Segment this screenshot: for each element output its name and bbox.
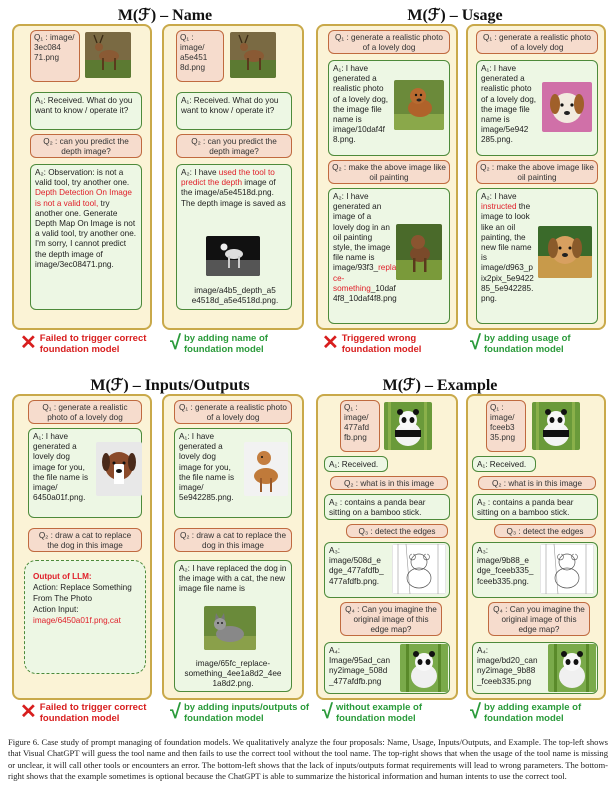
verdict-usage-left-text: Triggered wrong foundation model: [341, 333, 422, 355]
panda-image-ex-left: [384, 402, 432, 450]
ex-right-a2: A₂ : contains a panda bear sitting on a bamboo stick.: [472, 494, 598, 520]
ex-right-q1: Q₁ : image/ fceeb3 35.png: [486, 400, 526, 452]
figure-caption: Figure 6. Case study of prompt managing of foundation models. We qualitatively analyze the four proposals: Name, Usage, Inputs/Outputs, and Example. The top-left shows that Visual ChatGPT will guess the tool name and then fails to use the correct tool without the tool name. The top-right shows that when the usage of the tool name is missing or unclear, it will call other tools or encounters an error. The bottom-left shows that the lack of inputs/outputs format requirements will lead to wrong parameters. The bottom-right shows that the example sometimes is optional because the ChatGPT is able to summarize the historical information and human intents to use the correct tool.: [8, 737, 608, 781]
ex-right-q2: Q₂ : what is in this image: [478, 476, 596, 490]
title-name: M(ℱ) – Name: [117, 7, 213, 24]
deer-image-2: [230, 32, 276, 78]
usage-left-q2: Q₂ : make the above image like oil painting: [328, 160, 450, 184]
name-right-file: image/a4b5_depth_a5 e4518d_a5e4518d.png.: [191, 286, 279, 306]
ex-right-a3: A₃: image/9b88_e dge_fceeb335_ fceeb335.png.: [472, 542, 598, 598]
usage-right-a2-prefix: A₂: I have: [481, 192, 517, 201]
ex-left-a2: A₂ : contains a panda bear sitting on a bamboo stick.: [324, 494, 450, 520]
check-mark-icon-4: √: [322, 701, 333, 723]
verdict-io-right: [170, 703, 316, 724]
io-right-q2: Q₂ : draw a cat to replace the dog in this image: [174, 528, 292, 552]
name-left-a2-red: Depth Detection On Image is not a valid tool,: [35, 188, 132, 208]
ex-left-q1: Q₁ : image/ 477afd fb.png: [340, 400, 380, 452]
cross-mark-icon: ✕: [20, 332, 37, 354]
usage-left-a2-suffix: _10daf 4f8_10daf4f8.png: [333, 283, 397, 304]
name-left-a2: [30, 164, 142, 310]
ex-left-a3: A₃: image/508d_e dge_477afdfb_ 477afdfb.png.: [324, 542, 450, 598]
name-right-a1: A₁: Received. What do you want to know / operate it?: [176, 92, 292, 130]
name-left-a2-prefix: A₂: Observation: is not a valid tool, try another one.: [35, 168, 130, 188]
edge-map-ex-left: [392, 544, 446, 594]
name-right-q2: Q₂ : can you predict the depth image?: [176, 134, 292, 158]
io-left-out-value: image/6450a01f.png,cat: [33, 616, 121, 625]
usage-left-a2-prefix: A₂: I have generated an image of a lovely dog in an oil painting style, the image file name is image/93f3_: [333, 192, 391, 273]
title-usage: M(ℱ) – Usage: [407, 7, 503, 24]
io-left-q2: Q₂ : draw a cat to replace the dog in this image: [28, 528, 142, 552]
ex-left-q2: Q₂ : what is in this image: [330, 476, 448, 490]
ex-left-q3: Q₃ : detect the edges: [346, 524, 448, 538]
usage-right-a1: A₁: I have generated a realistic photo of a lovely dog, the image file name is image/5e942 285.png.: [476, 60, 598, 156]
ex-right-q4: Q₄ : Can you imagine the original image of this edge map?: [488, 602, 590, 636]
usage-right-a2-suffix: the image to look like an oil painting, the new file name is image/d963_p ix2pix_5e9422 85_5e942285. png.: [481, 202, 534, 304]
io-left-q1: Q₁ : generate a realistic photo of a lovely dog: [28, 400, 142, 424]
io-left-llm-output: [24, 560, 146, 674]
panda-image-ex-right-2: [548, 644, 596, 692]
name-right-a2-suffix: image of the image/a5e4518d.png. The depth image is saved as: [181, 178, 286, 208]
title-example: M(ℱ) – Example: [382, 377, 498, 394]
io-right-file: image/65fc_replace-something_4ee1a8d2_4ee 1a8d2.png.: [184, 659, 282, 689]
dog-image-usage-right: [542, 82, 592, 132]
name-left-a1: A₁: Received. What do you want to know / operate it?: [30, 92, 142, 130]
ex-right-q3: Q₃ : detect the edges: [494, 524, 596, 538]
dog-image-io-right: [244, 442, 288, 496]
verdict-name-left-text: Failed to trigger correct foundation model: [39, 333, 147, 355]
name-left-q1: Q₁ : image/ 3ec084 71.png: [30, 30, 80, 82]
depth-image: [206, 236, 260, 276]
verdict-io-left: [20, 703, 160, 724]
cross-mark-icon-2: ✕: [322, 332, 339, 354]
ex-left-a4: A₄: Image/95ad_can ny2image_508d _477afdfb.png: [324, 642, 450, 694]
edge-map-ex-right: [540, 544, 594, 594]
verdict-usage-right: [470, 334, 610, 355]
verdict-io-right-text: by adding inputs/outputs of foundation model: [183, 702, 310, 724]
io-left-out-title: Output of LLM:: [33, 572, 92, 581]
io-right-a1: A₁: I have generated a lovely dog image for you, the file name is image/ 5e942285.png.: [174, 428, 292, 518]
oil-painting-dog-right: [538, 226, 592, 278]
check-mark-icon-5: √: [470, 701, 481, 723]
io-left-out-input: Action Input:: [33, 605, 79, 614]
deer-image: [85, 32, 131, 78]
verdict-example-left-text: without example of foundation model: [335, 702, 423, 724]
panda-image-ex-left-2: [400, 644, 448, 692]
verdict-name-right-text: by adding name of foundation model: [183, 333, 268, 355]
check-mark-icon: √: [170, 332, 181, 354]
io-right-q1: Q₁ : generate a realistic photo of a lovely dog: [174, 400, 292, 424]
name-left-q2: Q₂ : can you predict the depth image?: [30, 134, 142, 158]
ex-right-a1: A₁: Received.: [472, 456, 536, 472]
ex-left-q4: Q₄ : Can you imagine the original image of this edge map?: [340, 602, 442, 636]
usage-left-a2-red: repla ce-something: [333, 263, 397, 293]
usage-right-a2-red: instructed: [481, 202, 517, 212]
cat-image: [204, 606, 256, 650]
io-right-a2: A₂: I have replaced the dog in the image with a cat, the new image file name is: [174, 560, 292, 692]
name-right-q1: Q₁ : image/ a5e451 8d.png: [176, 30, 224, 82]
panda-image-ex-right: [532, 402, 580, 450]
dog-image-usage-left: [394, 80, 444, 130]
verdict-usage-left: [322, 334, 462, 355]
ex-right-a4: A₄: image/bd20_can ny2image_9b88 _fceeb335.png: [472, 642, 598, 694]
io-left-out-action: Action: Replace Something From The Photo: [33, 583, 132, 603]
usage-left-q1: Q₁ : generate a realistic photo of a lovely dog: [328, 30, 450, 54]
check-mark-icon-3: √: [170, 701, 181, 723]
cross-mark-icon-3: ✕: [20, 701, 37, 723]
ex-left-a1: A₁: Received.: [324, 456, 388, 472]
verdict-name-left: [20, 334, 160, 355]
verdict-usage-right-text: by adding usage of foundation model: [483, 333, 571, 355]
usage-left-a1: A₁: I have generated a realistic photo of a lovely dog, the image file name is image/10daf4f 8.png.: [328, 60, 450, 156]
name-right-a2-prefix: A₂: I have: [181, 168, 217, 177]
title-io: M(ℱ) – Inputs/Outputs: [90, 377, 250, 394]
verdict-example-left: [322, 703, 462, 724]
check-mark-icon-2: √: [470, 332, 481, 354]
verdict-io-left-text: Failed to trigger correct foundation model: [39, 702, 147, 724]
name-right-a2-red: used the tool to predict the depth: [181, 168, 275, 188]
oil-painting-dog-left: [396, 224, 442, 280]
verdict-example-right: [470, 703, 610, 724]
io-left-a1: A₁: I have generated a lovely dog image for you, the file name is image/ 6450a01f.png.: [28, 428, 142, 518]
usage-right-q2: Q₂ : make the above image like oil painting: [476, 160, 598, 184]
name-left-a2-mid: try another one. Generate Depth Map On Image is not a valid tool, try another one. I'm sorry, I cannot predict the depth image of image/3ec08471.png.: [35, 198, 137, 269]
verdict-example-right-text: by adding example of foundation model: [483, 702, 582, 724]
usage-right-q1: Q₁ : generate a realistic photo of a lovely dog: [476, 30, 598, 54]
dog-image-io-left: [96, 442, 142, 496]
verdict-name-right: [170, 334, 310, 355]
